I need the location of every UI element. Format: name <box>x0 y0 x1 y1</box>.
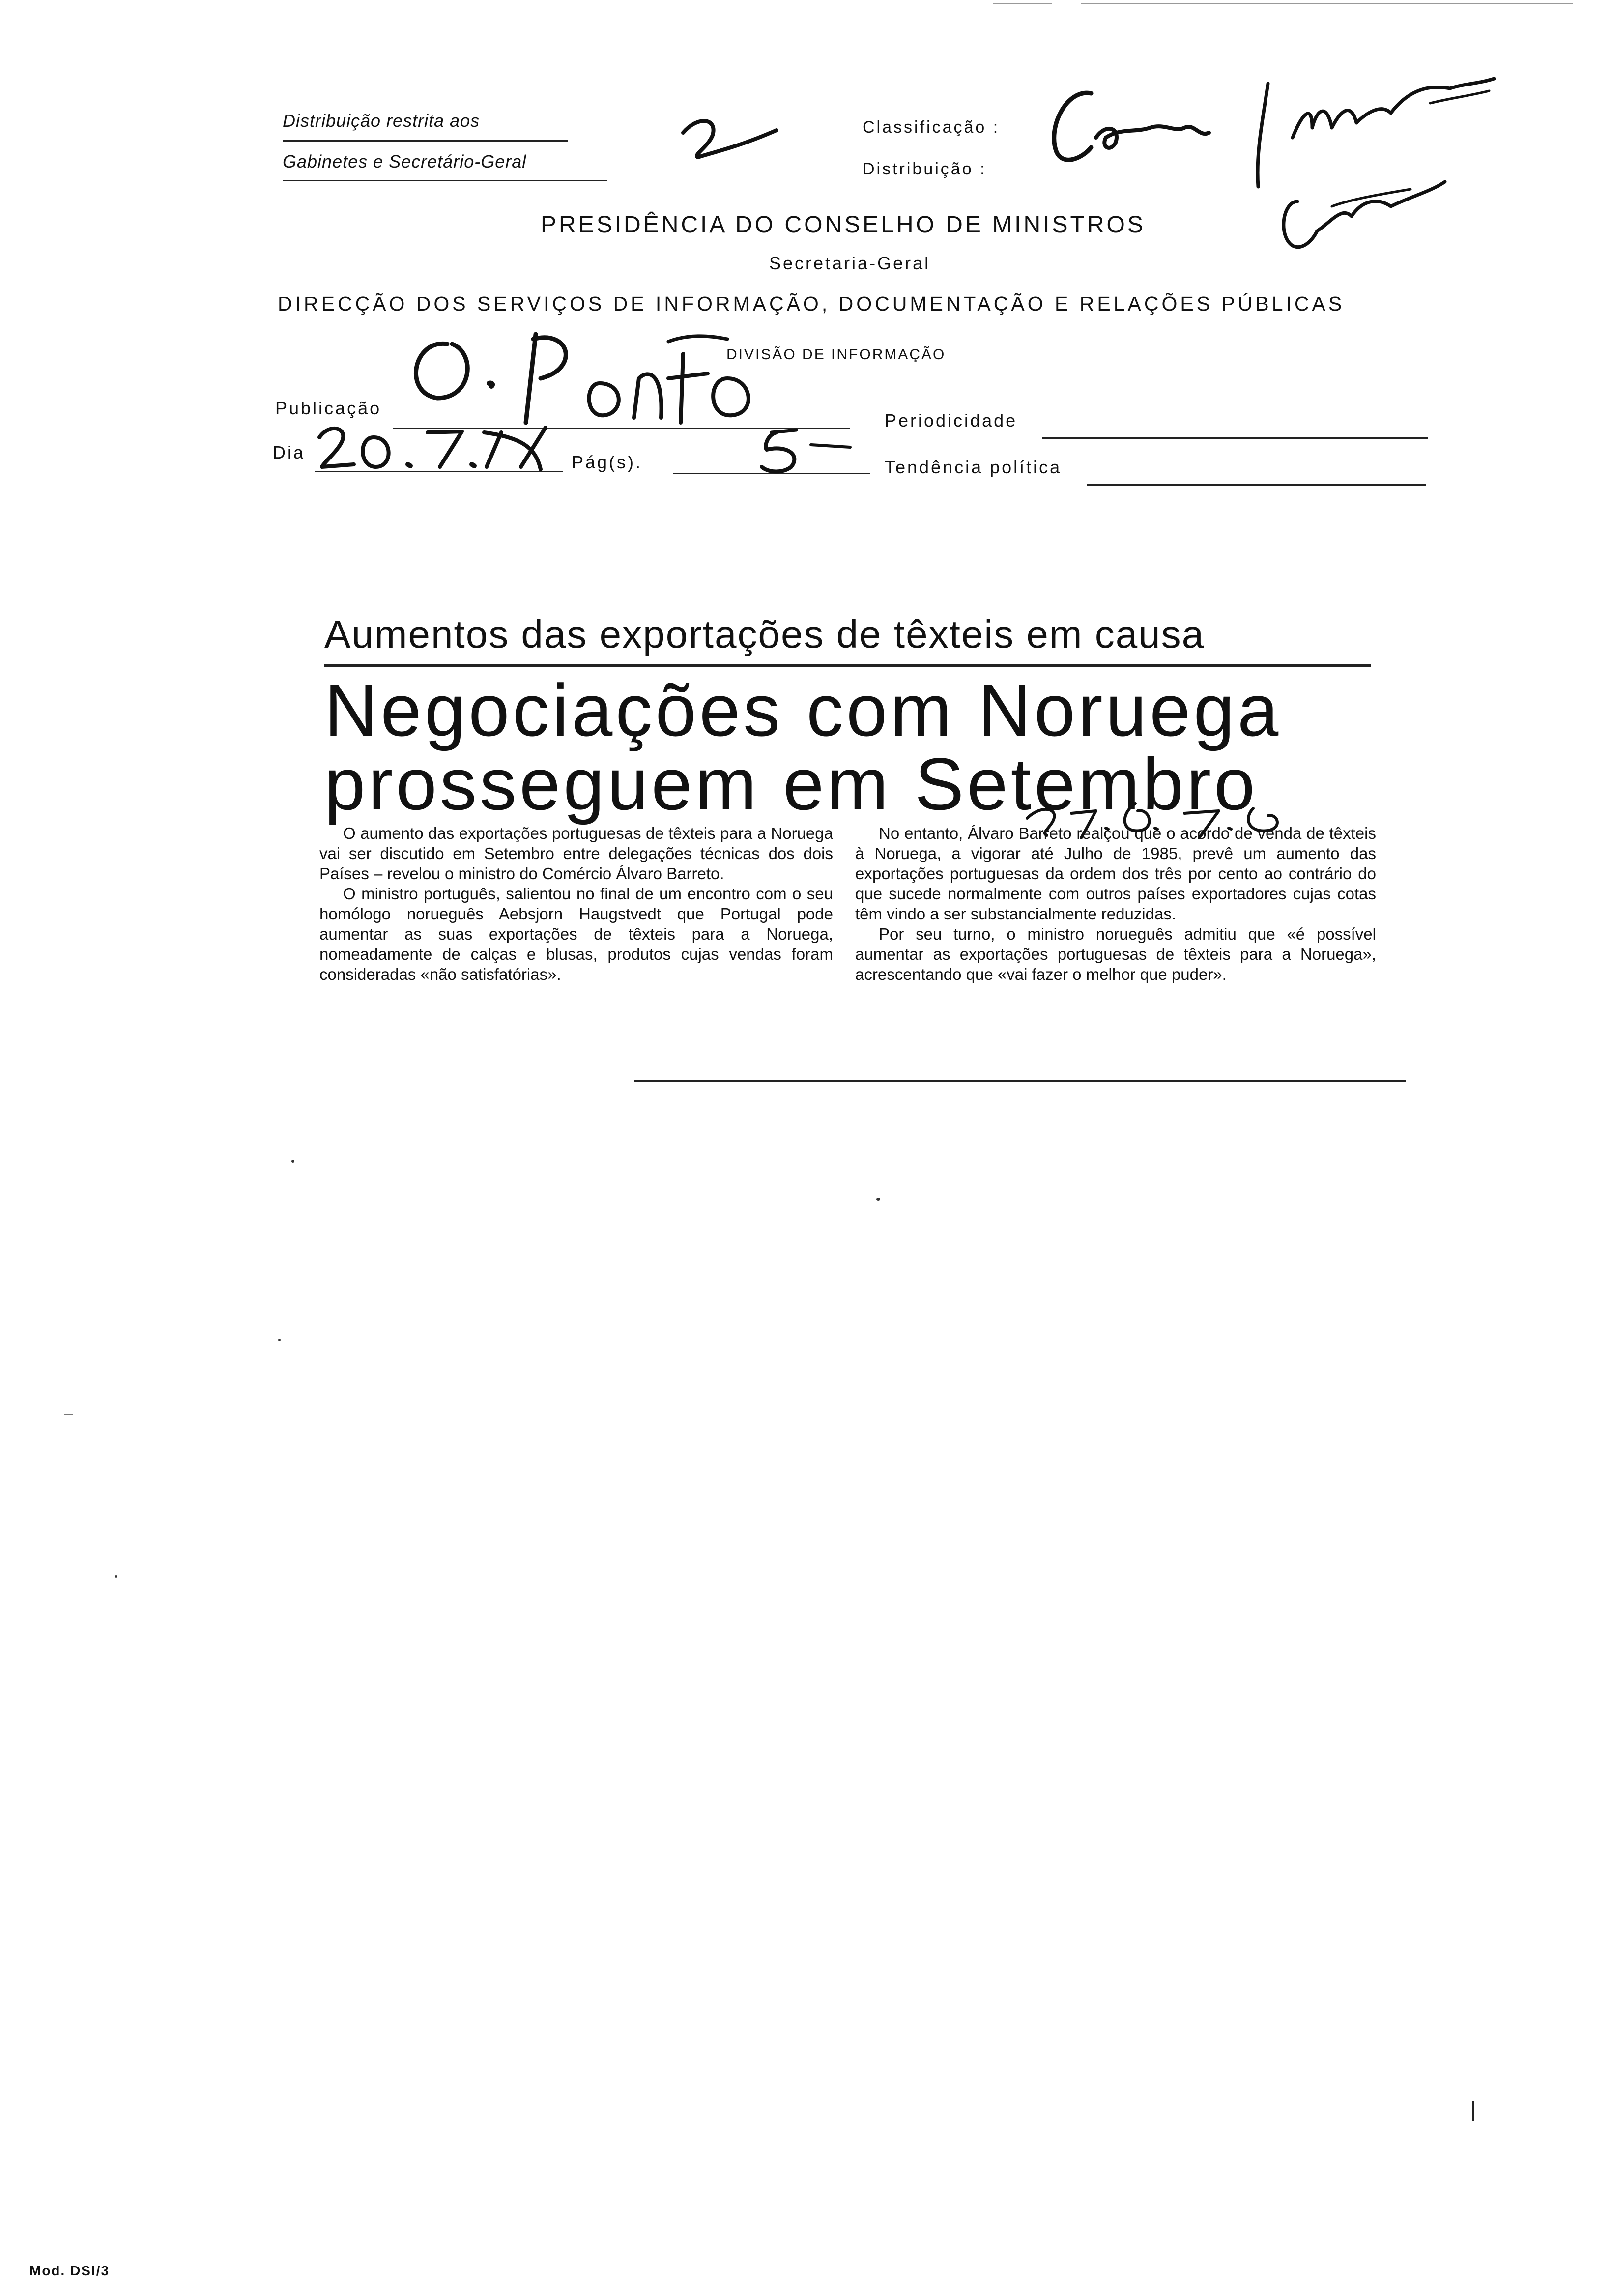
article-kicker: Aumentos das exportações de têxteis em causa <box>324 612 1205 656</box>
division-title: DIVISÃO DE INFORMAÇÃO <box>726 346 946 363</box>
secretariat-title: Secretaria-Geral <box>769 253 931 273</box>
periodicity-field-line <box>1042 437 1428 439</box>
handwritten-pages <box>757 425 855 479</box>
handwritten-day <box>315 418 570 477</box>
article-paragraph: Por seu turno, o ministro norueguês admitiu que «é possível aumentar as exportações portuguesas de têxteis para a Noruega», acrescentando que «vai fazer o melhor que puder». <box>855 925 1376 983</box>
directorate-title: DIRECÇÃO DOS SERVIÇOS DE INFORMAÇÃO, DOCUMENTAÇÃO E RELAÇÕES PÚBLICAS <box>278 292 1345 315</box>
classification-label: Classificação : <box>863 118 1000 137</box>
presidency-title: PRESIDÊNCIA DO CONSELHO DE MINISTROS <box>541 212 1146 238</box>
scan-mark <box>993 3 1052 4</box>
scan-mark <box>1081 3 1573 4</box>
scan-speck <box>115 1575 117 1578</box>
scan-speck <box>278 1339 281 1341</box>
article-column-1 <box>319 823 833 984</box>
day-label: Dia <box>273 442 306 462</box>
distribution-restricted-line2: Gabinetes e Secretário-Geral <box>283 151 527 172</box>
article-bottom-rule <box>634 1080 1406 1082</box>
distribution-label: Distribuição : <box>863 160 987 178</box>
pages-label: Pág(s). <box>572 452 643 472</box>
article-headline-line2: prosseguem em Setembro <box>324 743 1258 825</box>
scan-speck <box>291 1160 294 1163</box>
article-paragraph: O aumento das exportações portuguesas de têxteis para a Noruega vai ser discutido em Setembro entre delegações técnicas dos dois Países – revelou o ministro do Comércio Álvaro Barreto. <box>319 824 833 883</box>
divider <box>283 180 607 181</box>
form-code: Mod. DSI/3 <box>29 2263 110 2278</box>
scan-mark <box>64 1414 73 1415</box>
distribution-restricted-line1: Distribuição restrita aos <box>283 111 480 131</box>
publication-label: Publicação <box>275 398 382 418</box>
scan-speck <box>876 1198 880 1201</box>
handwritten-mark-2 <box>678 113 786 167</box>
political-tendency-label: Tendência política <box>885 457 1062 477</box>
periodicity-label: Periodicidade <box>885 410 1018 430</box>
divider <box>283 140 568 142</box>
political-tendency-field-line <box>1087 484 1426 486</box>
handwritten-classification <box>1037 74 1533 280</box>
scan-mark <box>1472 2101 1474 2121</box>
article-headline-line1: Negociações com Noruega <box>324 669 1282 751</box>
kicker-rule <box>324 664 1371 667</box>
article-column-2 <box>855 823 1376 984</box>
article-paragraph: O ministro português, salientou no final de um encontro com o seu homólogo norueguês Aebsjorn Haugstvedt que Portugal pode aumentar as suas exportações de têxteis para a Noruega, nomeadamente de calças e blusas, produtos cujas vendas foram consideradas «não satisfatórias». <box>319 885 833 983</box>
article-paragraph: No entanto, Álvaro Barreto realçou que o acordo de venda de têxteis à Noruega, a vigorar até Julho de 1985, prevê um aumento das exportações portuguesas da ordem dos três por cento ao contrário do que sucede normalmente com outros países exportadores cujas cotas têm vindo a ser substancialmente reduzidas. <box>855 824 1376 923</box>
